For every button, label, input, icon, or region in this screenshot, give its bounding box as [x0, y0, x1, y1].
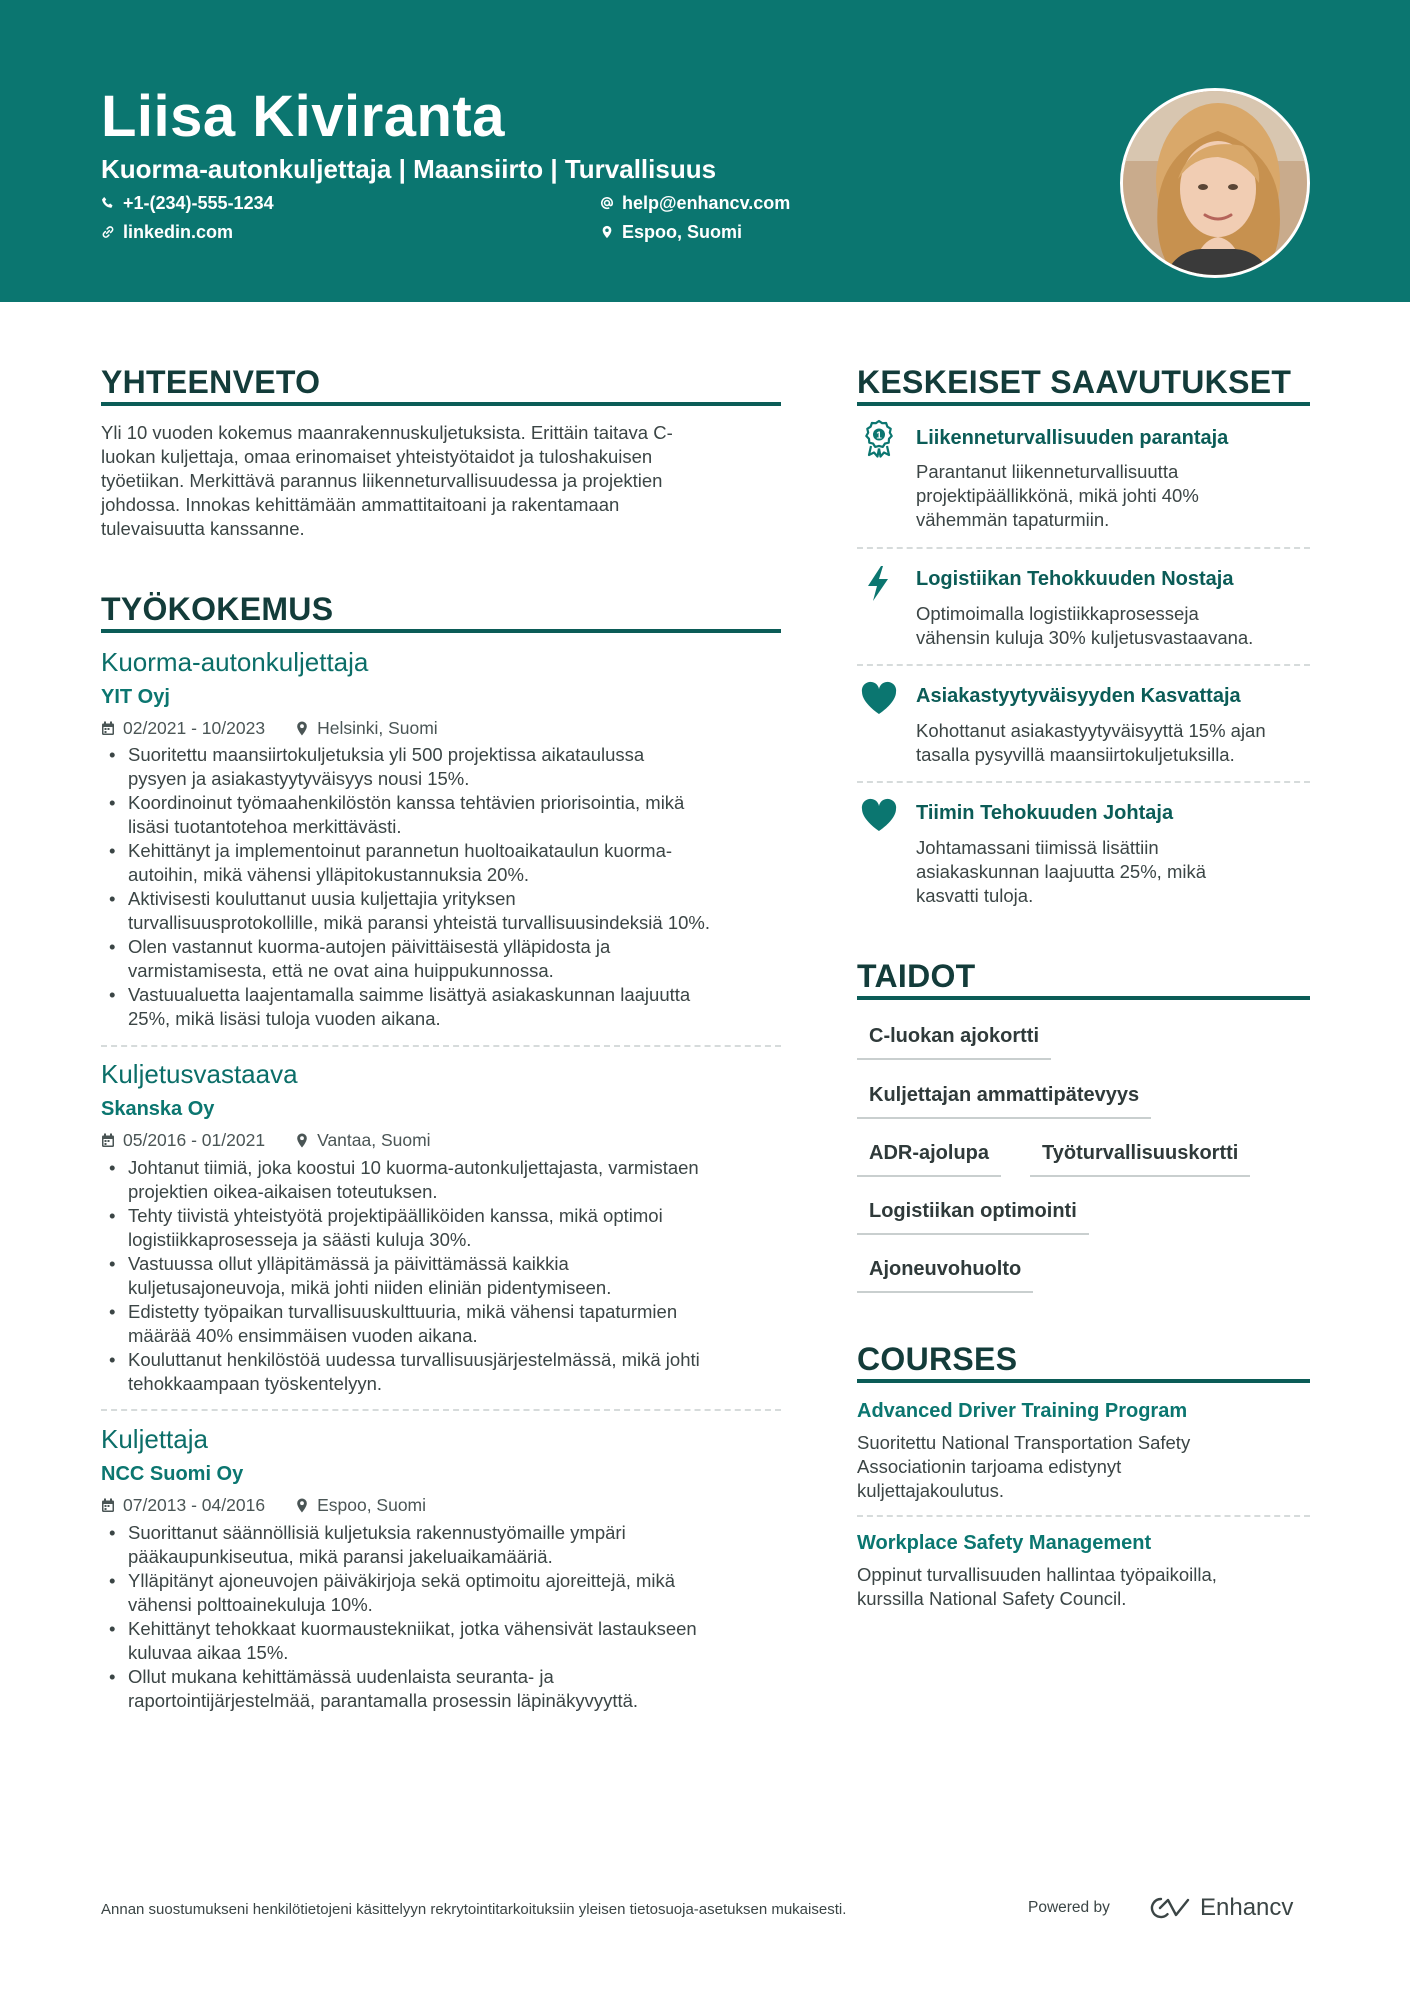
lightning-bolt-icon: [859, 563, 899, 603]
gdpr-consent: Annan suostumukseni henkilötietojeni käsittelyyn rekrytointitarkoituksiin yleisen tietosuoja-asetuksen mukaisesti.: [101, 1901, 847, 1918]
job-meta: [101, 1129, 431, 1151]
job-location: Vantaa, Suomi: [295, 1129, 431, 1151]
achievement-description: Optimoimalla logistiikkaprosesseja vähensin kuluja 30% kuljetusvastaavana.: [916, 603, 1254, 648]
heart-icon: [859, 678, 899, 718]
list-item: • Koordinoinut työmaahenkilöstön kanssa tehtävien priorisointia, mikä lisäsi tuotantotehoa merkittävästi.: [101, 791, 791, 839]
experience-divider: [101, 629, 781, 633]
job-dates: 05/2016 - 01/2021: [123, 1130, 266, 1150]
achievement-title: Liikenneturvallisuuden parantaja: [916, 427, 1229, 449]
skill-tag: ADR-ajolupa: [857, 1139, 1001, 1177]
phone-number: +1-(234)-555-1234: [123, 193, 274, 213]
map-pin-icon: [295, 1498, 309, 1513]
phone-contact[interactable]: [101, 191, 274, 215]
achievements-heading: KESKEISET SAAVUTUKSET: [857, 364, 1292, 400]
job-bullets: [101, 1521, 791, 1713]
location-text: Espoo, Suomi: [622, 222, 743, 242]
skills-heading: TAIDOT: [857, 958, 976, 994]
enhancv-logo[interactable]: [1146, 1893, 1293, 1923]
achievement-title: Tiimin Tehokuuden Johtaja: [916, 802, 1174, 824]
course-description: Suoritettu National Transportation Safety Associationin tarjoama edistynyt kuljettajakoulutus.: [857, 1432, 1191, 1501]
course-title: Advanced Driver Training Program: [857, 1400, 1188, 1422]
map-pin-icon: [600, 225, 614, 239]
skill-tag: Logistiikan optimointi: [857, 1197, 1089, 1235]
list-item: • Edistetty työpaikan turvallisuuskulttuuria, mikä vähensi tapaturmien määrää 40% ensimmäisen vuoden aikana.: [101, 1300, 791, 1348]
company-name: Skanska Oy: [101, 1098, 215, 1120]
calendar-icon: [101, 721, 115, 736]
course-title: Workplace Safety Management: [857, 1532, 1152, 1554]
calendar-icon: [101, 1133, 115, 1148]
list-item: • Tehty tiivistä yhteistyötä projektipäälliköiden kanssa, mikä optimoi logistiikkaprosesseja ja säästi kuluja 30%.: [101, 1204, 791, 1252]
job-dates: 02/2021 - 10/2023: [123, 718, 266, 738]
calendar-icon: [101, 1498, 115, 1513]
job-bullets: [101, 743, 791, 1031]
job-separator: [101, 1045, 781, 1047]
achievement-separator: [857, 781, 1310, 783]
achievement-description: Johtamassani tiimissä lisättiin asiakaskunnan laajuutta 25%, mikä kasvatti tuloja.: [916, 837, 1207, 906]
skill-tag: C-luokan ajokortti: [857, 1022, 1051, 1060]
email-contact[interactable]: [600, 191, 790, 215]
courses-heading: COURSES: [857, 1341, 1018, 1377]
achievement-description: Parantanut liikenneturvallisuutta projektipäällikkönä, mikä johti 40% vähemmän tapaturmiin.: [916, 461, 1199, 530]
award-ribbon-icon: [859, 418, 899, 458]
achievement-separator: [857, 664, 1310, 666]
job-title: Kuljetusvastaava: [101, 1059, 298, 1089]
achievement-title: Asiakastyytyväisyyden Kasvattaja: [916, 685, 1241, 707]
list-item: • Olen vastannut kuorma-autojen päivittäisestä ylläpidosta ja varmistamisesta, että ne ovat aina huippukunnossa.: [101, 935, 791, 983]
list-item: • Kouluttanut henkilöstöä uudessa turvallisuusjärjestelmässä, mikä johti tehokkaampaan työskentelyyn.: [101, 1348, 791, 1396]
job-title: Kuorma-autonkuljettaja: [101, 647, 369, 677]
powered-by-label: Powered by: [1028, 1899, 1110, 1916]
job-meta: [101, 1494, 426, 1516]
enhancv-brand: Enhancv: [1200, 1894, 1294, 1921]
list-item: • Johtanut tiimiä, joka koostui 10 kuorma-autonkuljettajasta, varmistaen projektien oikea-aikaisen toteutuksen.: [101, 1156, 791, 1204]
location-contact: [600, 220, 742, 244]
company-name: YIT Oyj: [101, 686, 170, 708]
list-item: • Aktivisesti kouluttanut uusia kuljettajia yrityksen turvallisuusprotokollille, mikä paransi yhteistä turvallisuusindeksiä 10%.: [101, 887, 791, 935]
profile-photo: [1120, 88, 1310, 278]
achievement-separator: [857, 547, 1310, 549]
achievements-divider: [857, 402, 1310, 406]
job-bullets: [101, 1156, 791, 1396]
achievement-title: Logistiikan Tehokkuuden Nostaja: [916, 568, 1234, 590]
skill-tag: Kuljettajan ammattipätevyys: [857, 1081, 1151, 1119]
summary-text: Yli 10 vuoden kokemus maanrakennuskuljetuksista. Erittäin taitava C- luokan kuljettaja, omaa erinomaiset yhteistyötaidot ja tuloshakuisen työetiikan. Merkittävä parannus liikenneturvallisuudessa ja projektien johdossa. Innokas kehittämään ammattitaitoani ja rakentamaan tulevaisuutta kanssanne.: [101, 422, 673, 539]
job-title: Kuljettaja: [101, 1424, 208, 1454]
candidate-title: Kuorma-autonkuljettaja | Maansiirto | Turvallisuus: [101, 154, 717, 184]
skills-divider: [857, 996, 1310, 1000]
svg-text:1: 1: [876, 430, 882, 442]
list-item: • Vastuussa ollut ylläpitämässä ja päivittämässä kaikkia kuljetusajoneuvoja, mikä johti niiden eliniän pidentymiseen.: [101, 1252, 791, 1300]
list-item: • Suorittanut säännöllisiä kuljetuksia rakennustyömaille ympäri pääkaupunkiseutua, mikä paransi jakeluaikamääriä.: [101, 1521, 791, 1569]
course-description: Oppinut turvallisuuden hallintaa työpaikoilla, kurssilla National Safety Council.: [857, 1564, 1217, 1609]
enhancv-logo-icon: [1146, 1895, 1192, 1921]
map-pin-icon: [295, 721, 309, 736]
email-address: help@enhancv.com: [622, 193, 791, 213]
achievement-description: Kohottanut asiakastyytyväisyyttä 15% ajan tasalla pysyvillä maansiirtokuljetuksilla.: [916, 720, 1266, 765]
list-item: • Kehittänyt tehokkaat kuormaustekniikat, jotka vähensivät lastaukseen kuluvaa aikaa 15%.: [101, 1617, 791, 1665]
linkedin-url: linkedin.com: [123, 222, 234, 242]
heart-icon: [859, 795, 899, 835]
map-pin-icon: [295, 1133, 309, 1148]
summary-heading: YHTEENVETO: [101, 364, 321, 400]
resume-header: [0, 0, 1410, 302]
list-item: • Vastuualuetta laajentamalla saimme lisättyä asiakaskunnan laajuutta 25%, mikä lisäsi tuloja vuoden aikana.: [101, 983, 791, 1031]
job-location: Helsinki, Suomi: [295, 717, 438, 739]
job-location: Espoo, Suomi: [295, 1494, 426, 1516]
courses-divider: [857, 1379, 1310, 1383]
job-meta: [101, 717, 438, 739]
list-item: • Ollut mukana kehittämässä uudenlaista seuranta- ja raportointijärjestelmää, parantamalla prosessin läpinäkyvyyttä.: [101, 1665, 791, 1713]
skill-tag: Ajoneuvohuolto: [857, 1255, 1033, 1293]
list-item: • Kehittänyt ja implementoinut parannetun huoltoaikataulun kuorma- autoihin, mikä vähensi ylläpitokustannuksia 20%.: [101, 839, 791, 887]
summary-divider: [101, 402, 781, 406]
job-separator: [101, 1409, 781, 1411]
at-sign-icon: [600, 196, 614, 210]
company-name: NCC Suomi Oy: [101, 1463, 244, 1485]
list-item: • Suoritettu maansiirtokuljetuksia yli 500 projektissa aikataulussa pysyen ja asiakastyytyväisyys nousi 15%.: [101, 743, 791, 791]
link-icon: [101, 225, 115, 239]
skill-tag: Työturvallisuuskortti: [1030, 1139, 1250, 1177]
phone-icon: [101, 196, 115, 210]
course-separator: [857, 1515, 1310, 1517]
linkedin-contact[interactable]: [101, 220, 233, 244]
job-dates: 07/2013 - 04/2016: [123, 1495, 266, 1515]
candidate-name: Liisa Kiviranta: [101, 84, 505, 149]
list-item: • Ylläpitänyt ajoneuvojen päiväkirjoja sekä optimoitu ajoreittejä, mikä vähensi polttoainekuluja 10%.: [101, 1569, 791, 1617]
experience-heading: TYÖKOKEMUS: [101, 591, 334, 627]
